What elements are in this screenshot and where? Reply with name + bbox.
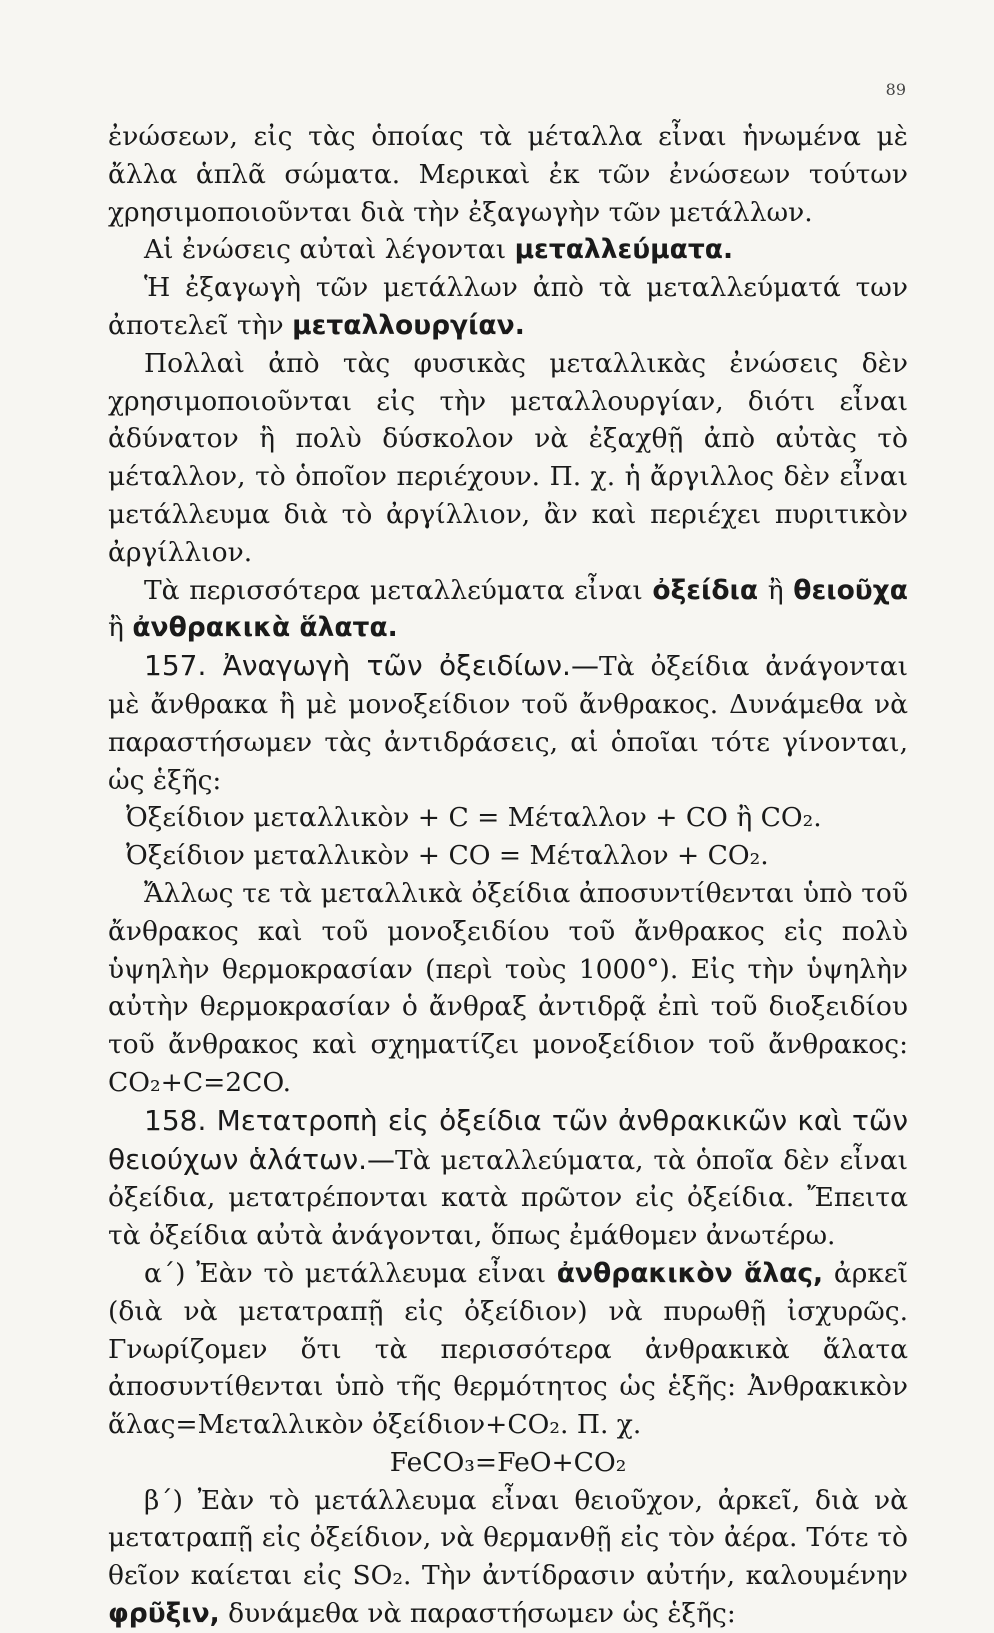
equation: FeCO₃=FeO+CO₂ (389, 1446, 627, 1478)
section-text: Τὰ μεταλλεύματα, τὰ ὁποῖα δὲν εἶναι ὀξείδια, μετατρέπονται κατὰ πρῶτον εἰς ὀξείδια. Ἔπειτα τὰ ὀξείδια αὐτὰ ἀνάγονται, ὅπως ἐμάθομεν ἀνωτέρω. (108, 1144, 908, 1252)
paragraph-text: α΄) Ἐὰν τὸ μετάλλευμα εἶναι (144, 1257, 547, 1289)
term-bold: μεταλλεύματα. (514, 234, 734, 266)
paragraph-text: ἀρκεῖ (διὰ νὰ μετατραπῇ εἰς ὀξείδιον) νὰ πυρωθῇ ἰσχυρῶς. Γνωρίζομεν ὅτι τὰ περισσότερα ἀνθρακικὰ ἅλατα ἀποσυντίθενται ὑπὸ τῆς θερμότητος ὡς ἑξῆς: Ἀνθρακικὸν ἅλας=Μεταλλικὸν ὀξείδιον+CO₂. Π. χ. (108, 1257, 908, 1441)
section-text: Τὰ ὀξείδια ἀνάγονται μὲ ἄνθρακα ἢ μὲ μονοξείδιον τοῦ ἄνθρακος. Δυνάμεθα νὰ παραστήσωμεν τὰς ἀντιδράσεις, αἱ ὁποῖαι τότε γίνονται, ὡς ἑξῆς: (108, 651, 908, 796)
section-heading: 158. Μετατροπὴ εἰς ὀξείδια τῶν ἀνθρακικῶν καὶ τῶν θειούχων ἁλάτων.— (108, 1103, 908, 1176)
term-bold: ἀνθρακικὰ ἅλατα. (132, 612, 398, 644)
paragraph-text: Αἱ ἐνώσεις αὐταὶ λέγονται (144, 234, 507, 266)
section-157 (108, 647, 908, 799)
page-text (108, 118, 908, 1633)
page-number: 89 (885, 80, 906, 99)
paragraph (108, 269, 908, 345)
paragraph: Πολλαὶ ἀπὸ τὰς φυσικὰς μεταλλικὰς ἐνώσεις δὲν χρησιμοποιοῦνται εἰς τὴν μεταλλουργίαν, διότι εἶναι ἀδύνατον ἢ πολὺ δύσκολον νὰ ἐξαχθῇ ἀπὸ αὐτὰς τὸ μέταλλον, τὸ ὁποῖον περιέχουν. Π. χ. ἡ ἄργιλλος δὲν εἶναι μετάλλευμα διὰ τὸ ἀργίλλιον, ἂν καὶ περιέχει πυριτικὸν ἀργίλλιον. (108, 347, 908, 568)
term-bold: φρῦξιν, (108, 1598, 220, 1630)
paragraph (108, 231, 908, 269)
term-bold: ἀνθρακικὸν ἅλας, (556, 1257, 824, 1289)
term-bold: μεταλλουργίαν. (292, 309, 525, 341)
paragraph-text: β΄) Ἐὰν τὸ μετάλλευμα εἶναι θειοῦχον, ἀρκεῖ, διὰ νὰ μετατραπῇ εἰς ὀξείδιον, νὰ θερμανθῇ εἰς τὸν ἀέρα. Τότε τὸ θεῖον καίεται εἰς SO₂. Τὴν ἀντίδρασιν αὐτήν, καλουμένην (108, 1484, 908, 1592)
paragraph: ἐνώσεων, εἰς τὰς ὁποίας τὰ μέταλλα εἶναι ἡνωμένα μὲ ἄλλα ἁπλᾶ σώματα. Μερικαὶ ἐκ τῶν ἐνώσεων τούτων χρησιμοποιοῦνται διὰ τὴν ἐξαγωγὴν τῶν μετάλλων. (108, 121, 908, 228)
term-bold: ὀξείδια (652, 574, 759, 606)
section-heading: 157. Ἀναγωγὴ τῶν ὀξειδίων.— (144, 649, 599, 683)
conjunction: ἢ (108, 612, 124, 644)
section-158 (108, 1102, 908, 1255)
equation: Ὀξείδιον μεταλλικὸν + CO = Μέταλλον + CO₂. (126, 840, 769, 872)
term-bold: θειοῦχα (793, 574, 908, 606)
equation: Ὀξείδιον μεταλλικὸν + C = Μέταλλον + CO ἢ CO₂. (126, 802, 822, 834)
paragraph (108, 572, 908, 648)
paragraph-text: Ἡ ἐξαγωγὴ τῶν μετάλλων ἀπὸ τὰ μεταλλεύματά των ἀποτελεῖ τὴν (108, 272, 908, 341)
case-b (108, 1482, 908, 1633)
paragraph-text: Τὰ περισσότερα μεταλλεύματα εἶναι (144, 574, 643, 606)
paragraph-text: δυνάμεθα νὰ παραστήσωμεν ὡς ἑξῆς: (228, 1598, 736, 1630)
case-a (108, 1255, 908, 1444)
paragraph: Ἄλλως τε τὰ μεταλλικὰ ὀξείδια ἀποσυντίθενται ὑπὸ τοῦ ἄνθρακος καὶ τοῦ μονοξειδίου τοῦ ἄνθρακος εἰς πολὺ ὑψηλὴν θερμοκρασίαν (περὶ τοὺς 1000°). Εἰς τὴν ὑψηλὴν αὐτὴν θερμοκρασίαν ὁ ἄνθραξ ἀντιδρᾷ ἐπὶ τοῦ διοξειδίου τοῦ ἄνθρακος καὶ σχηματίζει μονοξείδιον τοῦ ἄνθρακος: CO₂+C=2CO. (108, 877, 908, 1098)
conjunction: ἢ (767, 574, 784, 606)
